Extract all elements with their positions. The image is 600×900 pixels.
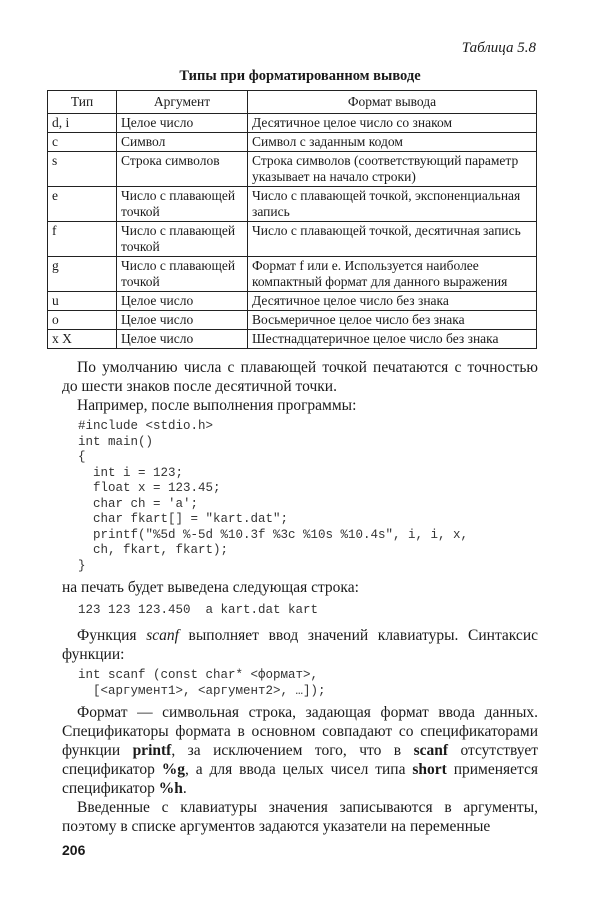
cell-argument: Число с плавающей точкой bbox=[117, 187, 248, 222]
cell-type: e bbox=[48, 187, 117, 222]
cell-output-format: Число с плавающей точкой, экспоненциальная запись bbox=[248, 187, 537, 222]
cell-type: x X bbox=[48, 330, 117, 349]
cell-argument: Целое число bbox=[117, 311, 248, 330]
cell-type: s bbox=[48, 152, 117, 187]
cell-argument: Целое число bbox=[117, 330, 248, 349]
scanf-term: scanf bbox=[413, 742, 449, 759]
header-output-format: Формат вывода bbox=[248, 91, 537, 114]
paragraph-format-description bbox=[62, 703, 538, 798]
text-fragment: . bbox=[182, 780, 187, 797]
cell-type: o bbox=[48, 311, 117, 330]
format-types-table bbox=[47, 90, 537, 349]
header-type: Тип bbox=[48, 91, 117, 114]
paragraph-arguments: Введенные с клавиатуры значения записываются в аргументы, поэтому в списке аргументов задаются указатели на переменные bbox=[62, 799, 538, 835]
cell-type: g bbox=[48, 257, 117, 292]
cell-output-format: Шестнадцатеричное целое число без знака bbox=[248, 330, 537, 349]
table-row bbox=[48, 152, 537, 187]
text-fragment: Функция bbox=[77, 627, 147, 644]
header-argument: Аргумент bbox=[117, 91, 248, 114]
text-fragment: применяется спецификатор bbox=[62, 761, 539, 797]
table-title: Типы при форматированном выводе bbox=[179, 68, 421, 84]
cell-output-format: Строка символов (соответствующий параметр указывает на начало строки) bbox=[248, 152, 537, 187]
table-row bbox=[48, 257, 537, 292]
cell-output-format: Восьмеричное целое число без знака bbox=[248, 311, 537, 330]
text-fragment: , а для ввода целых чисел типа bbox=[184, 761, 413, 778]
text-fragment: отсутствует спецификатор bbox=[62, 742, 538, 778]
table-row bbox=[48, 133, 537, 152]
paragraph-example-intro: Например, после выполнения программы: bbox=[77, 397, 357, 414]
table-body bbox=[48, 114, 537, 349]
cell-type: d, i bbox=[48, 114, 117, 133]
paragraph-precision: По умолчанию числа с плавающей точкой печатаются с точностью до шести знаков после десятичной точки. bbox=[62, 359, 538, 395]
text-fragment: Формат — символьная строка, задающая формат ввода данных. Спецификаторы формата в основном совпадают со спецификаторами функции bbox=[62, 704, 538, 759]
table-row bbox=[48, 330, 537, 349]
body-text bbox=[62, 358, 538, 836]
table-row bbox=[48, 311, 537, 330]
cell-output-format: Формат f или e. Используется наиболее компактный формат для данного выражения bbox=[248, 257, 537, 292]
cell-output-format: Число с плавающей точкой, десятичная запись bbox=[248, 222, 537, 257]
cell-output-format: Десятичное целое число без знака bbox=[248, 292, 537, 311]
cell-argument: Число с плавающей точкой bbox=[117, 257, 248, 292]
cell-argument: Символ bbox=[117, 133, 248, 152]
text-fragment: , за исключением того, что в bbox=[171, 742, 414, 759]
table-row bbox=[48, 292, 537, 311]
paragraph-output-intro: на печать будет выведена следующая строка: bbox=[62, 579, 359, 596]
table-row bbox=[48, 222, 537, 257]
code-example-printf: #include <stdio.h> int main() { int i = 123; float x = 123.45; char ch = 'a'; char fkart[] = "kart.dat"; printf("%5d %-5d %10.3f %3c %10s %10.4s", i, i, x, ch, fkart, fkart); } bbox=[78, 419, 469, 573]
cell-type: f bbox=[48, 222, 117, 257]
table-row bbox=[48, 114, 537, 133]
cell-type: c bbox=[48, 133, 117, 152]
cell-output-format: Символ с заданным кодом bbox=[248, 133, 537, 152]
cell-type: u bbox=[48, 292, 117, 311]
paragraph-scanf-intro bbox=[62, 626, 538, 664]
cell-argument: Целое число bbox=[117, 292, 248, 311]
code-scanf-syntax: int scanf (const char* <формат>, [<аргумент1>, <аргумент2>, …]); bbox=[78, 668, 326, 698]
table-row bbox=[48, 187, 537, 222]
cell-argument: Целое число bbox=[117, 114, 248, 133]
printf-term: printf bbox=[132, 742, 172, 759]
cell-output-format: Десятичное целое число со знаком bbox=[248, 114, 537, 133]
table-header-row bbox=[48, 91, 537, 114]
scanf-term: scanf bbox=[146, 627, 179, 644]
short-term: short bbox=[412, 761, 447, 778]
specifier-g: %g bbox=[161, 761, 185, 778]
cell-argument: Строка символов bbox=[117, 152, 248, 187]
cell-argument: Число с плавающей точкой bbox=[117, 222, 248, 257]
table-caption: Таблица 5.8 bbox=[461, 40, 536, 56]
program-output: 123 123 123.450 a kart.dat kart bbox=[78, 603, 319, 617]
text-fragment: выполняет ввод значений клавиатуры. Синтаксис функции: bbox=[62, 627, 538, 663]
specifier-h: %h bbox=[158, 780, 183, 797]
page-number: 206 bbox=[62, 842, 86, 858]
